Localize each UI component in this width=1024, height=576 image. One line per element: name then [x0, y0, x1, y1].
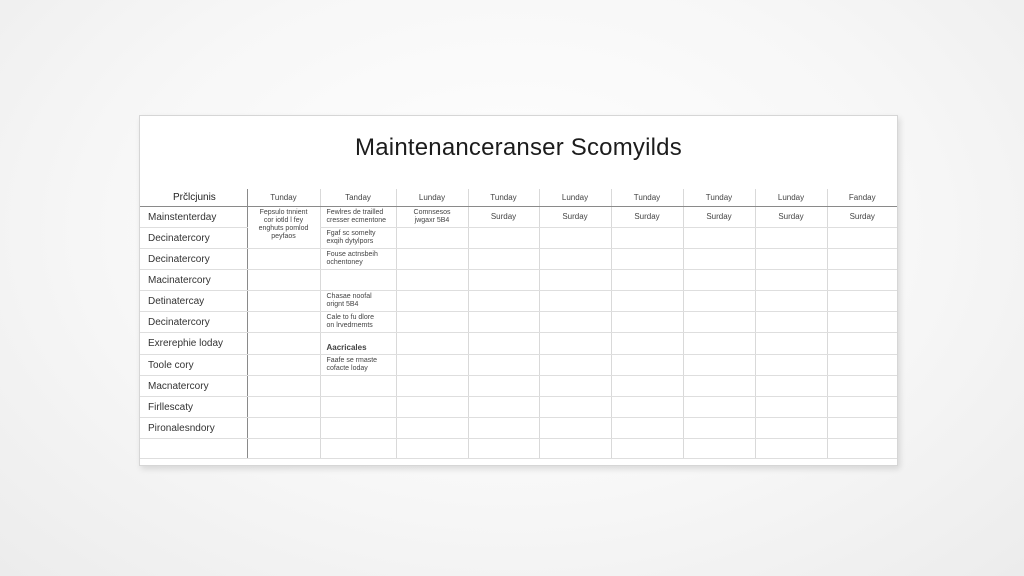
cell-day — [756, 376, 827, 381]
cell-day — [756, 249, 827, 254]
cell-note: Fepsulo tnnient cor iotld l fey enghuts pomlod peyfaos — [258, 209, 309, 240]
schedule-cell[interactable] — [468, 228, 539, 249]
schedule-cell[interactable] — [755, 333, 827, 355]
cell-day — [469, 397, 539, 402]
table-body — [140, 207, 897, 459]
cell-day: Surday — [562, 212, 588, 221]
schedule-cell[interactable] — [468, 418, 539, 439]
cell-note — [248, 333, 320, 335]
cell-note — [397, 439, 468, 441]
schedule-cell[interactable] — [539, 312, 611, 333]
cell-day — [612, 291, 683, 296]
cell-note — [321, 270, 396, 272]
schedule-cell[interactable] — [755, 418, 827, 439]
cell-day — [756, 291, 827, 296]
schedule-cell[interactable] — [539, 333, 611, 355]
cell-note: Chasae noofal orignt 5B4 — [326, 293, 372, 308]
cell-day — [828, 249, 898, 254]
schedule-cell[interactable] — [539, 270, 611, 291]
table-row — [140, 291, 897, 312]
cell-day — [684, 312, 755, 317]
table-row — [140, 439, 897, 459]
cell-day — [756, 439, 827, 444]
schedule-cell[interactable] — [683, 439, 755, 459]
cell-day — [540, 270, 611, 275]
schedule-cell[interactable] — [320, 207, 396, 228]
cell-day — [612, 439, 683, 444]
schedule-cell[interactable] — [396, 291, 468, 312]
schedule-cell[interactable] — [247, 397, 320, 418]
schedule-cell[interactable] — [755, 439, 827, 459]
cell-note — [397, 376, 468, 378]
schedule-cell[interactable] — [468, 312, 539, 333]
cell-day — [756, 355, 827, 360]
cell-note — [248, 397, 320, 399]
table-row — [140, 397, 897, 418]
schedule-cell[interactable] — [539, 249, 611, 270]
cell-note: Fouse actnsbeih ochentoney — [326, 251, 378, 266]
schedule-cell[interactable] — [755, 270, 827, 291]
cell-day: Surday — [706, 212, 732, 221]
schedule-cell[interactable] — [539, 291, 611, 312]
cell-day — [612, 397, 683, 402]
cell-note — [397, 249, 468, 251]
cell-day — [756, 418, 827, 423]
schedule-cell[interactable] — [320, 270, 396, 291]
cell-day — [828, 439, 898, 444]
header-row — [140, 189, 897, 207]
schedule-cell[interactable] — [247, 333, 320, 355]
schedule-cell[interactable] — [396, 270, 468, 291]
cell-day — [612, 376, 683, 381]
table-row — [140, 333, 897, 355]
cell-note — [248, 355, 320, 357]
row-label: Exrerephie loday — [140, 333, 247, 355]
schedule-cell[interactable] — [247, 376, 320, 397]
cell-day — [469, 376, 539, 381]
cell-note — [397, 291, 468, 293]
cell-day — [828, 333, 898, 338]
cell-note — [248, 418, 320, 420]
schedule-cell[interactable] — [683, 355, 755, 376]
cell-day — [756, 333, 827, 338]
schedule-cell[interactable] — [468, 207, 539, 228]
table-row — [140, 249, 897, 270]
cell-note — [397, 418, 468, 420]
schedule-cell[interactable] — [683, 376, 755, 397]
cell-day — [756, 270, 827, 275]
cell-day — [469, 333, 539, 338]
schedule-cell[interactable] — [827, 228, 897, 249]
schedule-cell[interactable] — [396, 397, 468, 418]
cell-note — [321, 418, 396, 420]
cell-day — [828, 376, 898, 381]
column-header: Tunday — [611, 189, 683, 207]
schedule-cell[interactable] — [320, 291, 396, 312]
cell-day — [612, 355, 683, 360]
schedule-cell[interactable] — [683, 228, 755, 249]
cell-day — [756, 312, 827, 317]
schedule-cell[interactable] — [468, 291, 539, 312]
cell-day: Surday — [849, 212, 875, 221]
cell-day — [612, 228, 683, 233]
schedule-cell[interactable] — [827, 291, 897, 312]
schedule-cell[interactable] — [396, 376, 468, 397]
schedule-cell[interactable] — [611, 249, 683, 270]
cell-day — [612, 312, 683, 317]
schedule-cell[interactable] — [247, 418, 320, 439]
row-label: Firllescaty — [140, 397, 247, 418]
schedule-cell[interactable] — [683, 249, 755, 270]
cell-note — [321, 376, 396, 378]
schedule-cell[interactable] — [468, 439, 539, 459]
schedule-cell[interactable] — [396, 312, 468, 333]
schedule-cell[interactable] — [827, 312, 897, 333]
schedule-cell[interactable] — [539, 439, 611, 459]
cell-note: Fewlres de trailled cresser ecmentone — [326, 209, 387, 224]
cell-note: Faafe se rmaste cofacte loday — [326, 357, 378, 372]
cell-note — [397, 397, 468, 399]
schedule-cell[interactable] — [468, 376, 539, 397]
schedule-cell[interactable] — [827, 355, 897, 376]
column-header: Lunday — [755, 189, 827, 207]
schedule-cell[interactable] — [320, 376, 396, 397]
page-title: Maintenanceranser Scomyilds — [355, 134, 682, 161]
cell-day — [540, 228, 611, 233]
schedule-cell[interactable] — [611, 312, 683, 333]
schedule-table — [140, 189, 897, 459]
cell-day: Surday — [634, 212, 660, 221]
schedule-cell[interactable] — [611, 228, 683, 249]
cell-note — [248, 249, 320, 251]
schedule-cell[interactable] — [539, 397, 611, 418]
cell-day — [684, 249, 755, 254]
column-header: Tunday — [468, 189, 539, 207]
row-label: Macinatercory — [140, 270, 247, 291]
cell-day — [756, 228, 827, 233]
cell-day — [540, 439, 611, 444]
schedule-cell[interactable] — [683, 312, 755, 333]
schedule-cell[interactable] — [396, 418, 468, 439]
schedule-cell[interactable] — [396, 207, 468, 228]
cell-day — [684, 418, 755, 423]
schedule-cell[interactable] — [320, 249, 396, 270]
cell-day — [612, 249, 683, 254]
schedule-cell[interactable] — [755, 376, 827, 397]
cell-note — [397, 355, 468, 357]
cell-day — [540, 333, 611, 338]
cell-note: Cale to fu dlore on lrvedrnemts — [326, 314, 374, 329]
column-header: Tunday — [683, 189, 755, 207]
table-row — [140, 418, 897, 439]
schedule-cell[interactable] — [683, 207, 755, 228]
cell-day — [828, 291, 898, 296]
schedule-cell[interactable] — [683, 333, 755, 355]
schedule-cell[interactable] — [396, 249, 468, 270]
table-row — [140, 376, 897, 397]
cell-day — [469, 249, 539, 254]
schedule-cell[interactable] — [611, 270, 683, 291]
schedule-cell[interactable] — [468, 355, 539, 376]
row-label: Detinatercay — [140, 291, 247, 312]
schedule-cell[interactable] — [611, 333, 683, 355]
schedule-cell[interactable] — [683, 418, 755, 439]
cell-note — [248, 376, 320, 378]
schedule-cell[interactable] — [611, 291, 683, 312]
cell-day — [828, 418, 898, 423]
cell-note — [248, 291, 320, 293]
cell-note — [321, 397, 396, 399]
cell-day — [684, 355, 755, 360]
cell-day — [828, 312, 898, 317]
table-row — [140, 312, 897, 333]
schedule-cell[interactable] — [396, 355, 468, 376]
schedule-cell[interactable] — [539, 228, 611, 249]
schedule-cell[interactable] — [247, 312, 320, 333]
cell-note — [397, 312, 468, 314]
schedule-cell[interactable] — [827, 439, 897, 459]
cell-note — [321, 439, 396, 441]
cell-day — [684, 270, 755, 275]
cell-note: Fgaf sc somelty exqih dytylpors — [326, 230, 376, 245]
schedule-cell[interactable] — [468, 249, 539, 270]
schedule-cell[interactable] — [320, 418, 396, 439]
schedule-cell[interactable] — [247, 439, 320, 459]
cell-day — [540, 418, 611, 423]
cell-day — [469, 439, 539, 444]
schedule-cell[interactable] — [827, 207, 897, 228]
schedule-cell[interactable] — [755, 249, 827, 270]
cell-day — [684, 376, 755, 381]
cell-day — [540, 376, 611, 381]
schedule-cell[interactable] — [320, 312, 396, 333]
row-label: Decinatercory — [140, 228, 247, 249]
cell-day — [612, 333, 683, 338]
schedule-cell[interactable] — [611, 439, 683, 459]
cell-day — [684, 228, 755, 233]
schedule-cell[interactable] — [755, 355, 827, 376]
cell-note — [397, 333, 468, 335]
table-row — [140, 355, 897, 376]
cell-day — [469, 270, 539, 275]
cell-day — [828, 270, 898, 275]
cell-day — [469, 228, 539, 233]
schedule-cell[interactable] — [611, 207, 683, 228]
row-label: Toole cory — [140, 355, 247, 376]
schedule-cell[interactable] — [755, 397, 827, 418]
table-row — [140, 207, 897, 228]
corner-label: Prčlcjunis — [140, 189, 247, 207]
cell-day: Surday — [778, 212, 804, 221]
schedule-cell[interactable] — [320, 228, 396, 249]
row-label: Decinatercory — [140, 249, 247, 270]
schedule-cell[interactable] — [247, 249, 320, 270]
cell-day — [684, 439, 755, 444]
column-header: Lunday — [539, 189, 611, 207]
schedule-cell[interactable] — [755, 312, 827, 333]
cell-day — [612, 418, 683, 423]
schedule-cell[interactable] — [539, 418, 611, 439]
schedule-cell[interactable] — [827, 333, 897, 355]
cell-day — [469, 291, 539, 296]
schedule-cell[interactable] — [247, 270, 320, 291]
schedule-cell[interactable] — [247, 291, 320, 312]
cell-day — [828, 397, 898, 402]
schedule-cell[interactable] — [755, 207, 827, 228]
schedule-cell[interactable] — [396, 228, 468, 249]
schedule-cell[interactable] — [827, 397, 897, 418]
schedule-cell[interactable] — [320, 333, 396, 355]
cell-day — [469, 312, 539, 317]
schedule-cell[interactable] — [611, 418, 683, 439]
column-header: Lunday — [396, 189, 468, 207]
row-label: Mainstenterday — [140, 207, 247, 228]
cell-day — [756, 397, 827, 402]
cell-note: Comnsesos jwgaxr 5B4 — [413, 209, 451, 224]
cell-day — [469, 355, 539, 360]
cell-day: Surday — [490, 212, 517, 221]
schedule-cell[interactable] — [468, 270, 539, 291]
cell-day — [684, 397, 755, 402]
schedule-cell[interactable] — [468, 333, 539, 355]
cell-day — [540, 355, 611, 360]
schedule-cell[interactable] — [683, 270, 755, 291]
cell-day — [540, 397, 611, 402]
schedule-cell[interactable] — [539, 376, 611, 397]
cell-day — [828, 228, 898, 233]
column-header: Tanday — [320, 189, 396, 207]
schedule-cell[interactable] — [539, 207, 611, 228]
schedule-cell[interactable] — [611, 355, 683, 376]
cell-day — [612, 270, 683, 275]
cell-note — [397, 228, 468, 230]
column-header: Tunday — [247, 189, 320, 207]
cell-day — [684, 333, 755, 338]
row-label: Macnatercory — [140, 376, 247, 397]
schedule-cell[interactable] — [827, 376, 897, 397]
schedule-cell[interactable] — [611, 376, 683, 397]
schedule-cell[interactable] — [396, 333, 468, 355]
cell-note — [248, 312, 320, 314]
cell-note: Aacricales — [326, 343, 367, 352]
schedule-cell[interactable] — [247, 207, 320, 240]
schedule-cell[interactable] — [683, 291, 755, 312]
row-label: Decinatercory — [140, 312, 247, 333]
schedule-sheet — [139, 115, 898, 466]
cell-note — [248, 270, 320, 272]
cell-day — [540, 291, 611, 296]
cell-note — [248, 439, 320, 441]
column-header: Fanday — [827, 189, 897, 207]
schedule-cell[interactable] — [396, 439, 468, 459]
schedule-cell[interactable] — [320, 397, 396, 418]
schedule-cell[interactable] — [827, 270, 897, 291]
schedule-cell[interactable] — [320, 355, 396, 376]
schedule-cell[interactable] — [683, 397, 755, 418]
cell-day — [828, 355, 898, 360]
schedule-cell[interactable] — [611, 397, 683, 418]
cell-day — [684, 291, 755, 296]
cell-day — [540, 249, 611, 254]
schedule-cell[interactable] — [247, 355, 320, 376]
cell-day — [540, 312, 611, 317]
schedule-cell[interactable] — [320, 439, 396, 459]
cell-note — [397, 270, 468, 272]
schedule-cell[interactable] — [755, 291, 827, 312]
table-row — [140, 270, 897, 291]
schedule-cell[interactable] — [827, 418, 897, 439]
cell-day — [469, 418, 539, 423]
schedule-grid — [140, 189, 897, 467]
row-label: Pironalesndory — [140, 418, 247, 439]
schedule-cell[interactable] — [539, 355, 611, 376]
schedule-cell[interactable] — [755, 228, 827, 249]
schedule-cell[interactable] — [468, 397, 539, 418]
row-label — [140, 439, 247, 459]
schedule-cell[interactable] — [827, 249, 897, 270]
